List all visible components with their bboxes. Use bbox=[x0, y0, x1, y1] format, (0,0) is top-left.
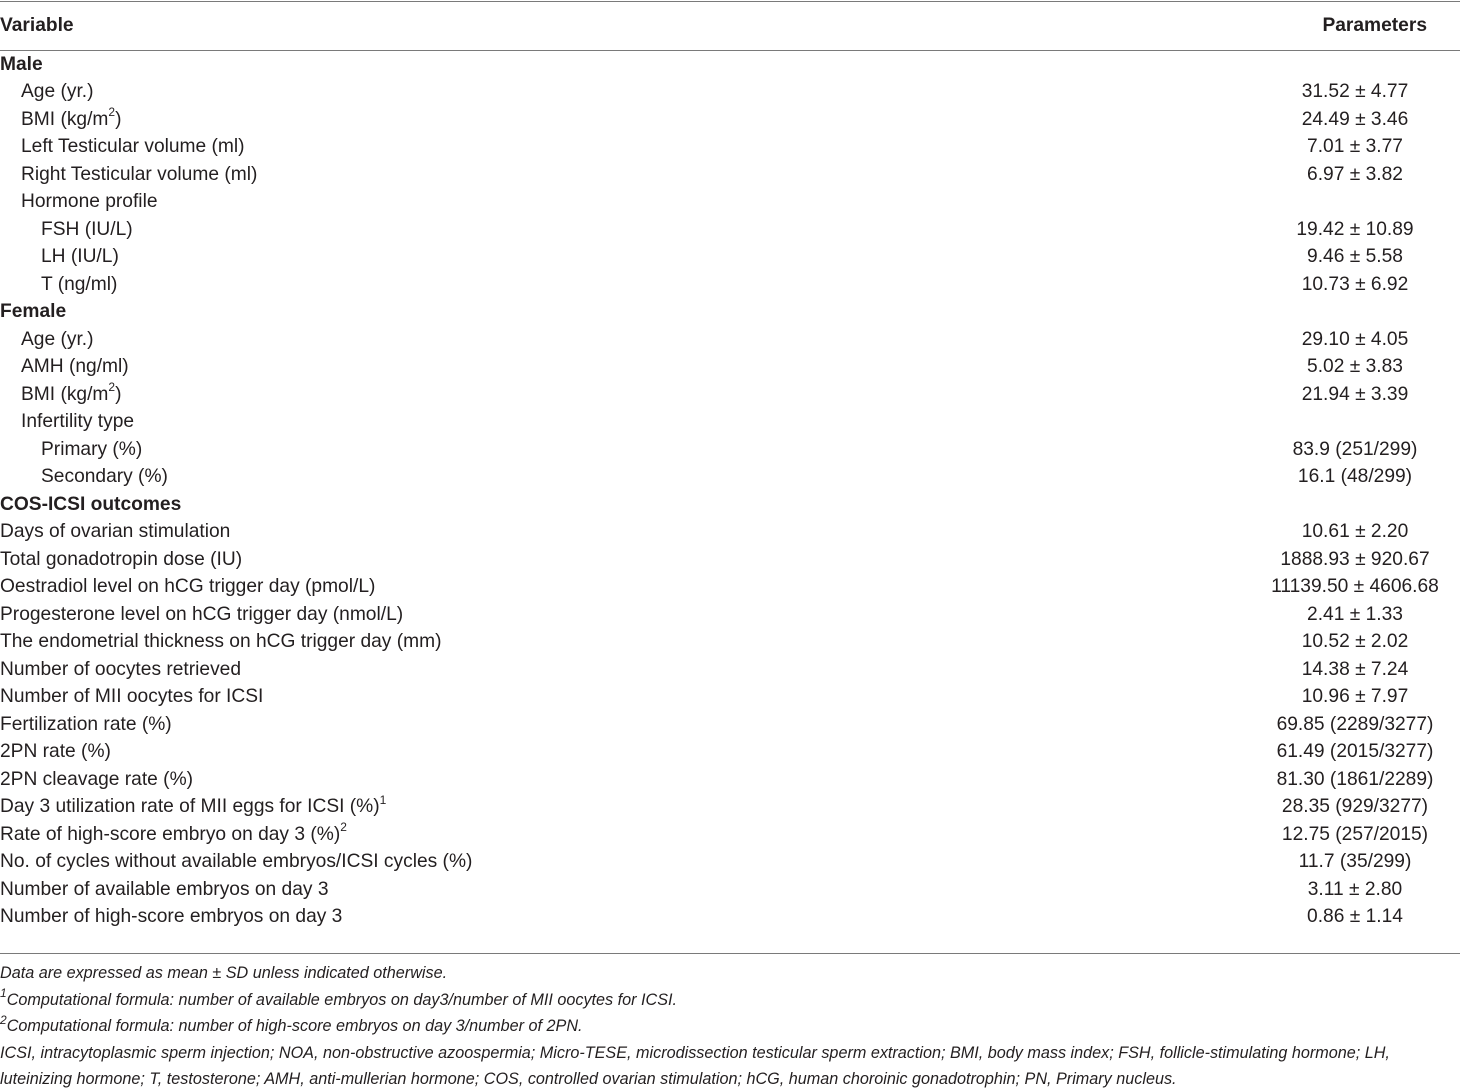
variable-cell bbox=[0, 519, 1250, 547]
variable-label: Fertilization rate (%) bbox=[0, 713, 172, 735]
parameter-value: 14.38 ± 7.24 bbox=[1301, 658, 1409, 680]
variable-cell bbox=[0, 244, 1250, 272]
parameter-value: 83.9 (251/299) bbox=[1292, 438, 1418, 460]
parameter-value: 31.52 ± 4.77 bbox=[1301, 81, 1409, 103]
table-row bbox=[0, 766, 1460, 794]
parameter-value bbox=[1250, 51, 1460, 79]
variable-cell bbox=[0, 711, 1250, 739]
parameter-value: 10.52 ± 2.02 bbox=[1301, 631, 1409, 653]
table-row bbox=[0, 876, 1460, 904]
variable-cell bbox=[0, 464, 1250, 492]
variable-label: T (ng/ml) bbox=[41, 273, 118, 295]
table-row bbox=[0, 601, 1460, 629]
table-row bbox=[0, 629, 1460, 657]
variable-superscript: 2 bbox=[108, 105, 116, 120]
parameter-value: 11.7 (35/299) bbox=[1298, 851, 1412, 873]
footnote-2-text: Computational formula: number of high-score embryos on day 3/number of 2PN. bbox=[6, 1017, 583, 1035]
variable-cell bbox=[0, 656, 1250, 684]
table-bottom-rule bbox=[0, 953, 1460, 954]
footnote-abbreviations: ICSI, intracytoplasmic sperm injection; NOA, non-obstructive azoospermia; Micro-TESE, microdissection testicular sperm extraction; BMI, body mass index; FSH, follicle-stimulating hormone; LH, luteinizing hormone; T, testosterone; AMH, anti-mullerian hormone; COS, controlled ovarian stimulation; hCG, human choroinic gonadotrophin; PN, Primary nucleus. bbox=[0, 1043, 1390, 1088]
parameter-value bbox=[1250, 189, 1460, 217]
table-row bbox=[0, 381, 1460, 409]
table-row bbox=[0, 656, 1460, 684]
variable-cell bbox=[0, 684, 1250, 712]
variable-cell bbox=[0, 766, 1250, 794]
variable-label: Day 3 utilization rate of MII eggs for ICSI (%) bbox=[0, 796, 380, 818]
variable-label: COS-ICSI outcomes bbox=[0, 493, 182, 515]
variable-cell bbox=[0, 326, 1250, 354]
variable-label: No. of cycles without available embryos/ICSI cycles (%) bbox=[0, 851, 473, 873]
table-row bbox=[0, 519, 1460, 547]
table-row bbox=[0, 134, 1460, 162]
parameter-value: 69.85 (2289/3277) bbox=[1276, 713, 1434, 735]
table-row bbox=[0, 189, 1460, 217]
variable-label: Primary (%) bbox=[41, 438, 143, 460]
variable-label-suffix: ) bbox=[115, 383, 122, 405]
footnote-data-expression: Data are expressed as mean ± SD unless indicated otherwise. bbox=[0, 964, 448, 982]
footnote-1-text: Computational formula: number of available embryos on day3/number of MII oocytes for ICSI. bbox=[6, 990, 677, 1009]
section-label bbox=[0, 51, 1250, 79]
variable-cell bbox=[0, 189, 1250, 217]
variable-label: Male bbox=[0, 53, 43, 75]
variable-cell bbox=[0, 134, 1250, 162]
variable-label: 2PN rate (%) bbox=[0, 741, 111, 763]
table-row bbox=[0, 684, 1460, 712]
section-row bbox=[0, 299, 1460, 327]
variable-cell bbox=[0, 436, 1250, 464]
variable-label: Female bbox=[0, 301, 67, 323]
parameter-value: 5.02 ± 3.83 bbox=[1307, 356, 1403, 378]
variable-label: Days of ovarian stimulation bbox=[0, 521, 231, 543]
parameter-value: 10.96 ± 7.97 bbox=[1301, 686, 1409, 708]
variable-label: LH (IU/L) bbox=[41, 246, 119, 268]
variable-cell bbox=[0, 546, 1250, 574]
table-row bbox=[0, 574, 1460, 602]
table-body bbox=[0, 51, 1460, 931]
variable-cell bbox=[0, 629, 1250, 657]
table-header-row bbox=[0, 0, 1460, 51]
variable-label: Hormone profile bbox=[21, 191, 158, 213]
footnote-1 bbox=[0, 987, 1460, 1014]
table-row bbox=[0, 161, 1460, 189]
variable-label: Left Testicular volume (ml) bbox=[21, 136, 245, 158]
parameter-value bbox=[1250, 409, 1460, 437]
variable-superscript: 2 bbox=[108, 380, 116, 395]
parameter-value: 19.42 ± 10.89 bbox=[1296, 218, 1414, 240]
variable-label: AMH (ng/ml) bbox=[21, 356, 129, 378]
parameter-value: 10.73 ± 6.92 bbox=[1301, 273, 1409, 295]
parameter-value: 12.75 (257/2015) bbox=[1281, 823, 1429, 845]
variable-label: Oestradiol level on hCG trigger day (pmol/L) bbox=[0, 576, 376, 598]
variable-cell bbox=[0, 574, 1250, 602]
section-row bbox=[0, 491, 1460, 519]
variable-cell bbox=[0, 409, 1250, 437]
table-row bbox=[0, 711, 1460, 739]
variable-label-suffix: ) bbox=[115, 108, 122, 130]
variable-cell bbox=[0, 79, 1250, 107]
table-row bbox=[0, 326, 1460, 354]
parameter-value: 16.1 (48/299) bbox=[1297, 466, 1413, 488]
parameter-value: 28.35 (929/3277) bbox=[1281, 796, 1429, 818]
variable-cell bbox=[0, 216, 1250, 244]
table-row bbox=[0, 244, 1460, 272]
variable-cell bbox=[0, 904, 1250, 932]
footnote-2 bbox=[0, 1013, 1460, 1040]
footnote-2-marker: 2 bbox=[0, 1012, 7, 1027]
table-row bbox=[0, 409, 1460, 437]
variable-label: Rate of high-score embryo on day 3 (%) bbox=[0, 823, 341, 845]
parameter-value: 11139.50 ± 4606.68 bbox=[1271, 576, 1439, 598]
parameter-value: 10.61 ± 2.20 bbox=[1301, 521, 1409, 543]
variable-cell bbox=[0, 849, 1250, 877]
variable-cell bbox=[0, 381, 1250, 409]
section-label bbox=[0, 299, 1250, 327]
parameter-value: 24.49 ± 3.46 bbox=[1301, 108, 1409, 130]
variable-label: Number of oocytes retrieved bbox=[0, 658, 242, 680]
table-row bbox=[0, 904, 1460, 932]
variable-label: Number of MII oocytes for ICSI bbox=[0, 686, 264, 708]
parameter-value: 61.49 (2015/3277) bbox=[1276, 741, 1434, 763]
parameter-value: 6.97 ± 3.82 bbox=[1307, 163, 1403, 185]
table-row bbox=[0, 739, 1460, 767]
footnote-1-marker: 1 bbox=[0, 986, 7, 1001]
variable-label: The endometrial thickness on hCG trigger day (mm) bbox=[0, 631, 442, 653]
table-row bbox=[0, 546, 1460, 574]
variable-label: Number of high-score embryos on day 3 bbox=[0, 906, 343, 928]
variable-label: Number of available embryos on day 3 bbox=[0, 878, 329, 900]
variable-label: Age (yr.) bbox=[21, 81, 94, 103]
parameter-value: 81.30 (1861/2289) bbox=[1276, 768, 1434, 790]
variable-label: Progesterone level on hCG trigger day (nmol/L) bbox=[0, 603, 404, 625]
parameter-value: 21.94 ± 3.39 bbox=[1301, 383, 1409, 405]
table-row bbox=[0, 354, 1460, 382]
parameter-value bbox=[1250, 299, 1460, 327]
parameter-value: 1888.93 ± 920.67 bbox=[1280, 548, 1430, 570]
variable-label: FSH (IU/L) bbox=[41, 218, 133, 240]
table-row bbox=[0, 821, 1460, 849]
table-row bbox=[0, 794, 1460, 822]
variable-cell bbox=[0, 876, 1250, 904]
table-row bbox=[0, 216, 1460, 244]
variable-column-header: Variable bbox=[0, 14, 74, 36]
variable-label: Right Testicular volume (ml) bbox=[21, 163, 258, 185]
table-row bbox=[0, 464, 1460, 492]
variable-label: 2PN cleavage rate (%) bbox=[0, 768, 194, 790]
variable-cell bbox=[0, 739, 1250, 767]
parameters-column-header: Parameters bbox=[1322, 14, 1427, 36]
table-row bbox=[0, 106, 1460, 134]
table-row bbox=[0, 79, 1460, 107]
parameter-value: 29.10 ± 4.05 bbox=[1301, 328, 1409, 350]
section-row bbox=[0, 51, 1460, 79]
parameter-value: 0.86 ± 1.14 bbox=[1307, 906, 1403, 928]
variable-label: BMI (kg/m bbox=[21, 383, 109, 405]
section-label bbox=[0, 491, 1250, 519]
variable-cell bbox=[0, 601, 1250, 629]
variable-cell bbox=[0, 161, 1250, 189]
parameter-value bbox=[1250, 491, 1460, 519]
variable-cell bbox=[0, 106, 1250, 134]
parameter-value: 2.41 ± 1.33 bbox=[1307, 603, 1403, 625]
parameter-value: 9.46 ± 5.58 bbox=[1307, 246, 1403, 268]
table-row bbox=[0, 849, 1460, 877]
variable-superscript: 2 bbox=[340, 820, 347, 835]
variable-label: Infertility type bbox=[21, 411, 135, 433]
table-row bbox=[0, 271, 1460, 299]
variable-label: BMI (kg/m bbox=[21, 108, 109, 130]
variable-superscript: 1 bbox=[379, 792, 387, 807]
variable-cell bbox=[0, 821, 1250, 849]
variable-label: Total gonadotropin dose (IU) bbox=[0, 548, 243, 570]
variable-cell bbox=[0, 794, 1250, 822]
variable-label: Age (yr.) bbox=[21, 328, 94, 350]
variable-cell bbox=[0, 271, 1250, 299]
parameter-value: 3.11 ± 2.80 bbox=[1307, 878, 1403, 900]
parameter-value: 7.01 ± 3.77 bbox=[1307, 136, 1403, 158]
variable-cell bbox=[0, 354, 1250, 382]
table-footnotes bbox=[0, 960, 1460, 1092]
variable-label: Secondary (%) bbox=[41, 466, 168, 488]
table-row bbox=[0, 436, 1460, 464]
